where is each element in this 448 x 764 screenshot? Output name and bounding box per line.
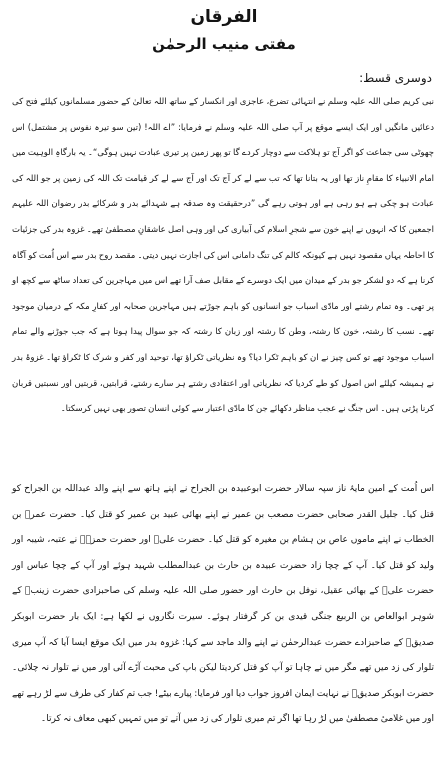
article-paragraph: نبی کریم صلی اللہ علیہ وسلم نے انتہائی تضرع، عاجزی اور انکسار کے ساتھ اللہ تعالیٰ کے حضور مسلمانوں کیلئے فتح کی دعائیں مانگیں اور ایک ایسے موقع پر آپ صلی اللہ علیہ وسلم نے فرمایا: ”اے اللہ! (تین سو تیرہ نفوس پر مشتمل) اس چھوٹی سی جماعت کو اگر آج تو ہلاکت سے دوچار کردے گا تو پھر زمین پر تیری عبادت نہیں ہوگی“۔ یہ بارگاہِ الوہیت میں امام الانبیاء کا مقامِ ناز تھا اور یہ بتانا تھا کہ تب سے لے کر آج تک اور آج سے لے کر قیامت تک اللہ کی زمین پر جو اللہ کی عبادت ہو چکی ہے ہو رہی ہے اور ہوتی رہے گی ”درحقیقت وہ صدقہ ہے شہدائے بدر و شرکائے بدر رضوان اللہ علیہم اجمعین کا کہ انہوں نے اپنے خون سے شجرِ اسلام کی آبیاری کی اور وہی اصل عاشقانِ مصطفیٰ تھے۔ غزوہ بدر کی جزئیات کا احاطہ یہاں مقصود نہیں ہے کیونکہ کالم کی تنگ دامانی اس کی اجازت نہیں دیتی۔ مقصد روح بدر سے اس اُمت کو آگاہ کرنا ہے کہ دو لشکر جو بدر کے میدان میں ایک دوسرے کے مقابل صف آرا تھے اس میں مہاجرین کی تعداد ساٹھ سے کچھ او پر تھی۔ وہ تمام رشتے اور مادّی اسباب جو انسانوں کو باہم جوڑتے ہیں مہاجرین صحابہ اور کفارِ مکہ کے درمیان موجود تھے۔ نسب کا رشتہ، خون کا رشتہ، وطن کا رشتہ اور زبان کا رشتہ کہ جو سوال پیدا ہوتا ہے کہ جب جوڑنے والے تمام اسباب موجود تھے تو کس چیز نے ان کو باہم ٹکرا دیا؟ وہ نظریاتی ٹکراؤ تھا، توحید اور کفر و شرک کا ٹکراؤ تھا۔ غزوۂ بدر نے ہمیشہ کیلئے اس اصول کو طے کردیا کہ نظریاتی اور اعتقادی رشتے ہر سارے رشتے، قرابتیں، قربتیں اور نسبتیں قربان کرنا پڑتی ہیں۔ اس جنگ نے عجب مناظر دکھائے جن کا مادّی اعتبار سے کوئی انسان تصور بھی نہیں کرسکتا۔ [12,97,434,415]
author-byline: مفتی منیب الرحمٰن [152,35,296,53]
article-paragraph: اس اُمت کے امین مایۂ ناز سپہ سالار حضرت ابوعبیدہ بن الجراح نے اپنے ہاتھ سے اپنے والد عبداللہ بن الجراح کو قتل کیا۔ جلیل القدر صحابی حضرت مصعب بن عمیر نے اپنے بھائی عبید بن عمیر کو قتل کیا۔ حضرت عمرؓ بن الخطاب نے اپنے ماموں عاص بن ہشام بن مغیرہ کو قتل کیا۔ حضرت علیؓ اور حضرت حمزہؓ نے عتبہ، شیبہ اور ولید کو قتل کیا۔ آپ کے چچا زاد حضرت عبیدہ بن حارث بن عبدالمطلب شہید ہوئے اور آپ کے چچا عباس اور حضرت علیؓ کے بھائی عقیل، نوفل بن حارث اور حضور صلی اللہ علیہ وسلم کی صاحبزادی حضرت زینبؓ کے شوہر ابوالعاص بن الربیع جنگی قیدی بن کر گرفتار ہوئے۔ سیرت نگاروں نے لکھا ہے: ایک بار حضرت ابوبکر صدیقؓ کے صاحبزادے حضرت عبدالرحمٰن نے اپنے والد ماجد سے کہا: غزوہ بدر میں ایک موقع ایسا آیا کہ آپ میری تلوار کی زد میں تھے مگر میں نے چاہا تو آپ کو قتل کردیتا لیکن باپ کی محبت آڑے آئی اور میں نے تلوار نہ چلائی۔ حضرت ابوبکر صدیقؓ نے نہایت ایمان افروز جواب دیا اور فرمایا: پیارے بیٹے! جب تم کفار کی طرف سے لڑ رہے تھے اور میں غلامیٔ مصطفیٰ میں لڑ رہا تھا اگر تم میری تلوار کی زد میں آتے تو میں تمہیں کبھی معاف نہ کرتا۔ [12,484,434,725]
installment-label: دوسری قسط: [359,71,432,85]
column-title: الفرقان [190,7,258,27]
